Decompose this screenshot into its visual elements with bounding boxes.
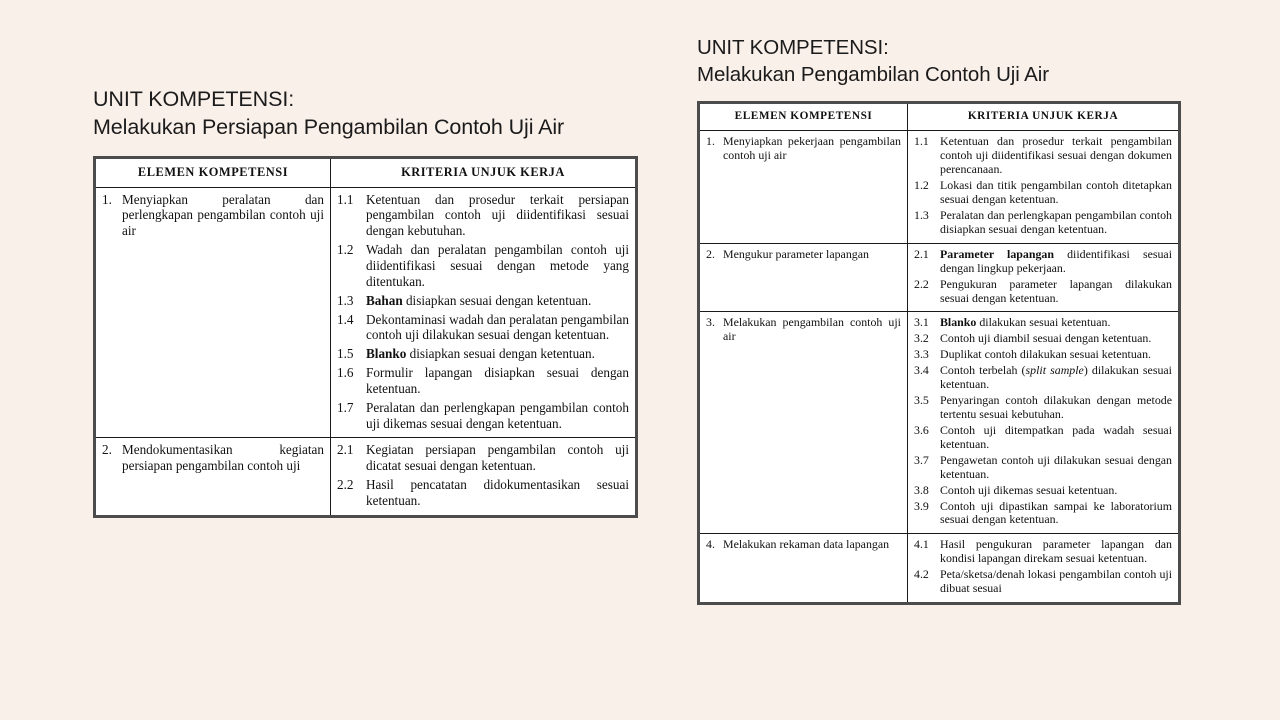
kriteria-item <box>914 348 1172 362</box>
elemen-list <box>706 316 901 344</box>
table-row <box>699 243 1180 312</box>
elemen-item-number: 2. <box>102 442 112 458</box>
kriteria-item <box>914 332 1172 346</box>
kriteria-item-number: 1.4 <box>337 311 354 327</box>
kriteria-item-text: Lokasi dan titik pengambilan contoh ditetapkan sesuai dengan ketentuan. <box>940 178 1172 206</box>
elemen-item <box>706 135 901 163</box>
emphasis-term: Bahan <box>366 292 403 308</box>
italic-term: split sample <box>1025 363 1084 378</box>
elemen-item-text: Menyiapkan pekerjaan pengambilan contoh uji air <box>723 134 901 163</box>
kriteria-item <box>914 484 1172 498</box>
table-row <box>95 438 637 516</box>
kriteria-unjuk-kerja-cell <box>331 187 637 438</box>
right-table-head <box>699 103 1180 131</box>
kriteria-item-text: Pengawetan contoh uji dilakukan sesuai dengan ketentuan. <box>940 452 1172 481</box>
elemen-item-number: 2. <box>706 246 715 261</box>
table-row <box>699 312 1180 534</box>
kriteria-item-text: Contoh uji dipastikan sampai ke laboratorium sesuai dengan ketentuan. <box>940 498 1172 527</box>
kriteria-item-text: Contoh uji ditempatkan pada wadah sesuai ketentuan. <box>940 422 1172 451</box>
elemen-kompetensi-cell <box>699 131 908 243</box>
elemen-list <box>706 538 901 552</box>
left-unit-panel <box>93 85 638 518</box>
kriteria-item-number: 3.5 <box>914 393 929 408</box>
left-table-header-row <box>95 157 637 187</box>
elemen-item-text: Mengukur parameter lapangan <box>723 246 869 261</box>
kriteria-item-text: Formulir lapangan disiapkan sesuai dengan ketentuan. <box>366 365 629 396</box>
kriteria-item-number: 3.4 <box>914 363 929 378</box>
kriteria-item-text: Contoh uji dikemas sesuai ketentuan. <box>940 482 1118 497</box>
left-panel-heading <box>93 85 638 142</box>
kriteria-item <box>337 442 629 474</box>
kriteria-item-text: Dekontaminasi wadah dan peralatan pengambilan contoh uji dilakukan sesuai dengan ketentuan. <box>366 311 629 343</box>
kriteria-item-number: 1.2 <box>914 178 929 193</box>
kriteria-list <box>914 316 1172 527</box>
kriteria-item-number: 2.2 <box>337 477 354 493</box>
right-table-body <box>699 131 1180 604</box>
kriteria-item <box>337 477 629 509</box>
elemen-item <box>102 192 324 240</box>
kriteria-item-text: Ketentuan dan prosedur terkait pengambilan contoh uji diidentifikasi sesuai dengan dokumen perencanaan. <box>940 134 1172 177</box>
kriteria-item-number: 1.6 <box>337 365 354 381</box>
kriteria-item-text: Pengukuran parameter lapangan dilakukan sesuai dengan ketentuan. <box>940 276 1172 305</box>
kriteria-list <box>337 192 629 432</box>
kriteria-item <box>337 293 629 309</box>
kriteria-item <box>914 364 1172 392</box>
left-table-body <box>95 187 637 516</box>
kriteria-item-text: Hasil pengukuran parameter lapangan dan kondisi lapangan direkam sesuai ketentuan. <box>940 537 1172 566</box>
kriteria-item-text: Blanko dilakukan sesuai ketentuan. <box>940 315 1111 330</box>
kriteria-unjuk-kerja-cell <box>908 534 1180 604</box>
kriteria-item-text: Contoh uji diambil sesuai dengan ketentuan. <box>940 331 1152 346</box>
kriteria-item <box>914 500 1172 528</box>
kriteria-item-text: Ketentuan dan prosedur terkait persiapan pengambilan contoh uji diidentifikasi sesuai dengan kebutuhan. <box>366 191 629 239</box>
elemen-item-text: Melakukan rekaman data lapangan <box>723 537 890 552</box>
kriteria-item-number: 3.1 <box>914 315 929 330</box>
kriteria-item-number: 1.1 <box>337 191 354 207</box>
kriteria-item-number: 3.9 <box>914 498 929 513</box>
kriteria-item-number: 3.7 <box>914 452 929 467</box>
table-row <box>699 131 1180 243</box>
elemen-item-number: 1. <box>706 134 715 149</box>
kriteria-item <box>337 242 629 290</box>
kriteria-item-text: Wadah dan peralatan pengambilan contoh uji diidentifikasi sesuai dengan metode yang ditentukan. <box>366 242 629 289</box>
elemen-list <box>706 248 901 262</box>
elemen-item-number: 1. <box>102 191 112 207</box>
left-header-kriteria-unjuk-kerja: KRITERIA UNJUK KERJA <box>331 157 637 187</box>
table-row <box>95 187 637 438</box>
elemen-list <box>102 442 324 474</box>
table-row <box>699 534 1180 604</box>
kriteria-item <box>914 424 1172 452</box>
left-header-elemen-kompetensi: ELEMEN KOMPETENSI <box>95 157 331 187</box>
emphasis-term: Blanko <box>940 315 977 330</box>
right-unit-panel <box>697 34 1181 682</box>
elemen-item <box>706 316 901 344</box>
elemen-kompetensi-cell <box>699 312 908 534</box>
elemen-list <box>706 135 901 163</box>
kriteria-list <box>914 538 1172 596</box>
kriteria-item <box>914 316 1172 330</box>
kriteria-item-number: 4.2 <box>914 567 929 582</box>
elemen-kompetensi-cell <box>699 534 908 604</box>
kriteria-item-number: 3.3 <box>914 347 929 362</box>
elemen-item-number: 4. <box>706 537 715 552</box>
kriteria-item-number: 1.2 <box>337 242 354 258</box>
kriteria-item-number: 1.7 <box>337 399 354 415</box>
right-header-kriteria-unjuk-kerja: KRITERIA UNJUK KERJA <box>908 103 1180 131</box>
elemen-kompetensi-cell <box>95 187 331 438</box>
kriteria-item-number: 2.1 <box>337 442 354 458</box>
kriteria-item <box>337 400 629 432</box>
elemen-item-text: Melakukan pengambilan contoh uji air <box>723 315 901 344</box>
kriteria-unjuk-kerja-cell <box>908 131 1180 243</box>
elemen-item <box>102 442 324 474</box>
kriteria-item-text: Bahan disiapkan sesuai dengan ketentuan. <box>366 292 592 308</box>
kriteria-item-number: 2.1 <box>914 246 929 261</box>
kriteria-item <box>914 278 1172 306</box>
kriteria-item-text: Duplikat contoh dilakukan sesuai ketentuan. <box>940 347 1152 362</box>
elemen-item <box>706 248 901 262</box>
kriteria-unjuk-kerja-cell <box>908 243 1180 312</box>
kriteria-item-text: Blanko disiapkan sesuai dengan ketentuan. <box>366 346 595 362</box>
kriteria-item <box>914 209 1172 237</box>
elemen-kompetensi-cell <box>699 243 908 312</box>
kriteria-item-number: 3.8 <box>914 482 929 497</box>
kriteria-item-text: Peralatan dan perlengkapan pengambilan contoh uji dikemas sesuai dengan ketentuan. <box>366 399 629 431</box>
left-table-head <box>95 157 637 187</box>
kriteria-item <box>914 454 1172 482</box>
kriteria-item <box>914 179 1172 207</box>
kriteria-item <box>914 538 1172 566</box>
elemen-item <box>706 538 901 552</box>
kriteria-list <box>914 248 1172 306</box>
kriteria-item-number: 2.2 <box>914 276 929 291</box>
right-heading-line-1: UNIT KOMPETENSI: <box>697 36 889 59</box>
kriteria-item <box>914 135 1172 177</box>
elemen-item-text: Menyiapkan peralatan dan perlengkapan pengambilan contoh uji air <box>122 191 324 239</box>
right-panel-heading <box>697 34 1181 88</box>
right-header-elemen-kompetensi: ELEMEN KOMPETENSI <box>699 103 908 131</box>
kriteria-item-number: 1.5 <box>337 346 354 362</box>
kriteria-item <box>914 568 1172 596</box>
kriteria-item <box>337 346 629 362</box>
kriteria-item <box>914 394 1172 422</box>
left-heading-line-1: UNIT KOMPETENSI: <box>93 87 295 111</box>
right-heading-line-2: Melakukan Pengambilan Contoh Uji Air <box>697 63 1049 87</box>
kriteria-item-text: Parameter lapangan diidentifikasi sesuai dengan lingkup pekerjaan. <box>940 246 1173 275</box>
elemen-item-number: 3. <box>706 315 715 330</box>
right-table-header-row <box>699 103 1180 131</box>
kriteria-list <box>914 135 1172 236</box>
emphasis-term: Parameter lapangan <box>940 246 1054 261</box>
kriteria-item <box>337 192 629 240</box>
elemen-item-text: Mendokumentasikan kegiatan persiapan pengambilan contoh uji <box>122 442 324 474</box>
right-competency-table <box>697 101 1181 605</box>
elemen-kompetensi-cell <box>95 438 331 516</box>
kriteria-item-number: 3.6 <box>914 422 929 437</box>
left-heading-line-2: Melakukan Persiapan Pengambilan Contoh Uji Air <box>93 115 565 140</box>
kriteria-item-number: 1.3 <box>914 207 929 222</box>
kriteria-item-number: 4.1 <box>914 537 929 552</box>
kriteria-list <box>337 442 629 508</box>
kriteria-item <box>337 365 629 397</box>
kriteria-item-text: Kegiatan persiapan pengambilan contoh uji dicatat sesuai dengan ketentuan. <box>366 442 629 474</box>
kriteria-unjuk-kerja-cell <box>331 438 637 516</box>
kriteria-item-text: Penyaringan contoh dilakukan dengan metode tertentu sesuai kebutuhan. <box>940 393 1172 421</box>
kriteria-item-number: 1.1 <box>914 134 929 149</box>
kriteria-item <box>337 312 629 344</box>
kriteria-unjuk-kerja-cell <box>908 312 1180 534</box>
kriteria-item-text: Peralatan dan perlengkapan pengambilan contoh disiapkan sesuai dengan ketentuan. <box>940 207 1172 236</box>
left-competency-table <box>93 156 638 518</box>
kriteria-item-text: Peta/sketsa/denah lokasi pengambilan contoh uji dibuat sesuai <box>940 567 1172 596</box>
kriteria-item-text: Contoh terbelah (split sample) dilakukan sesuai ketentuan. <box>940 363 1172 392</box>
kriteria-item-number: 3.2 <box>914 331 929 346</box>
kriteria-item <box>914 248 1172 276</box>
kriteria-item-text: Hasil pencatatan didokumentasikan sesuai ketentuan. <box>366 477 629 508</box>
elemen-list <box>102 192 324 240</box>
kriteria-item-number: 1.3 <box>337 292 354 308</box>
emphasis-term: Blanko <box>366 346 407 362</box>
